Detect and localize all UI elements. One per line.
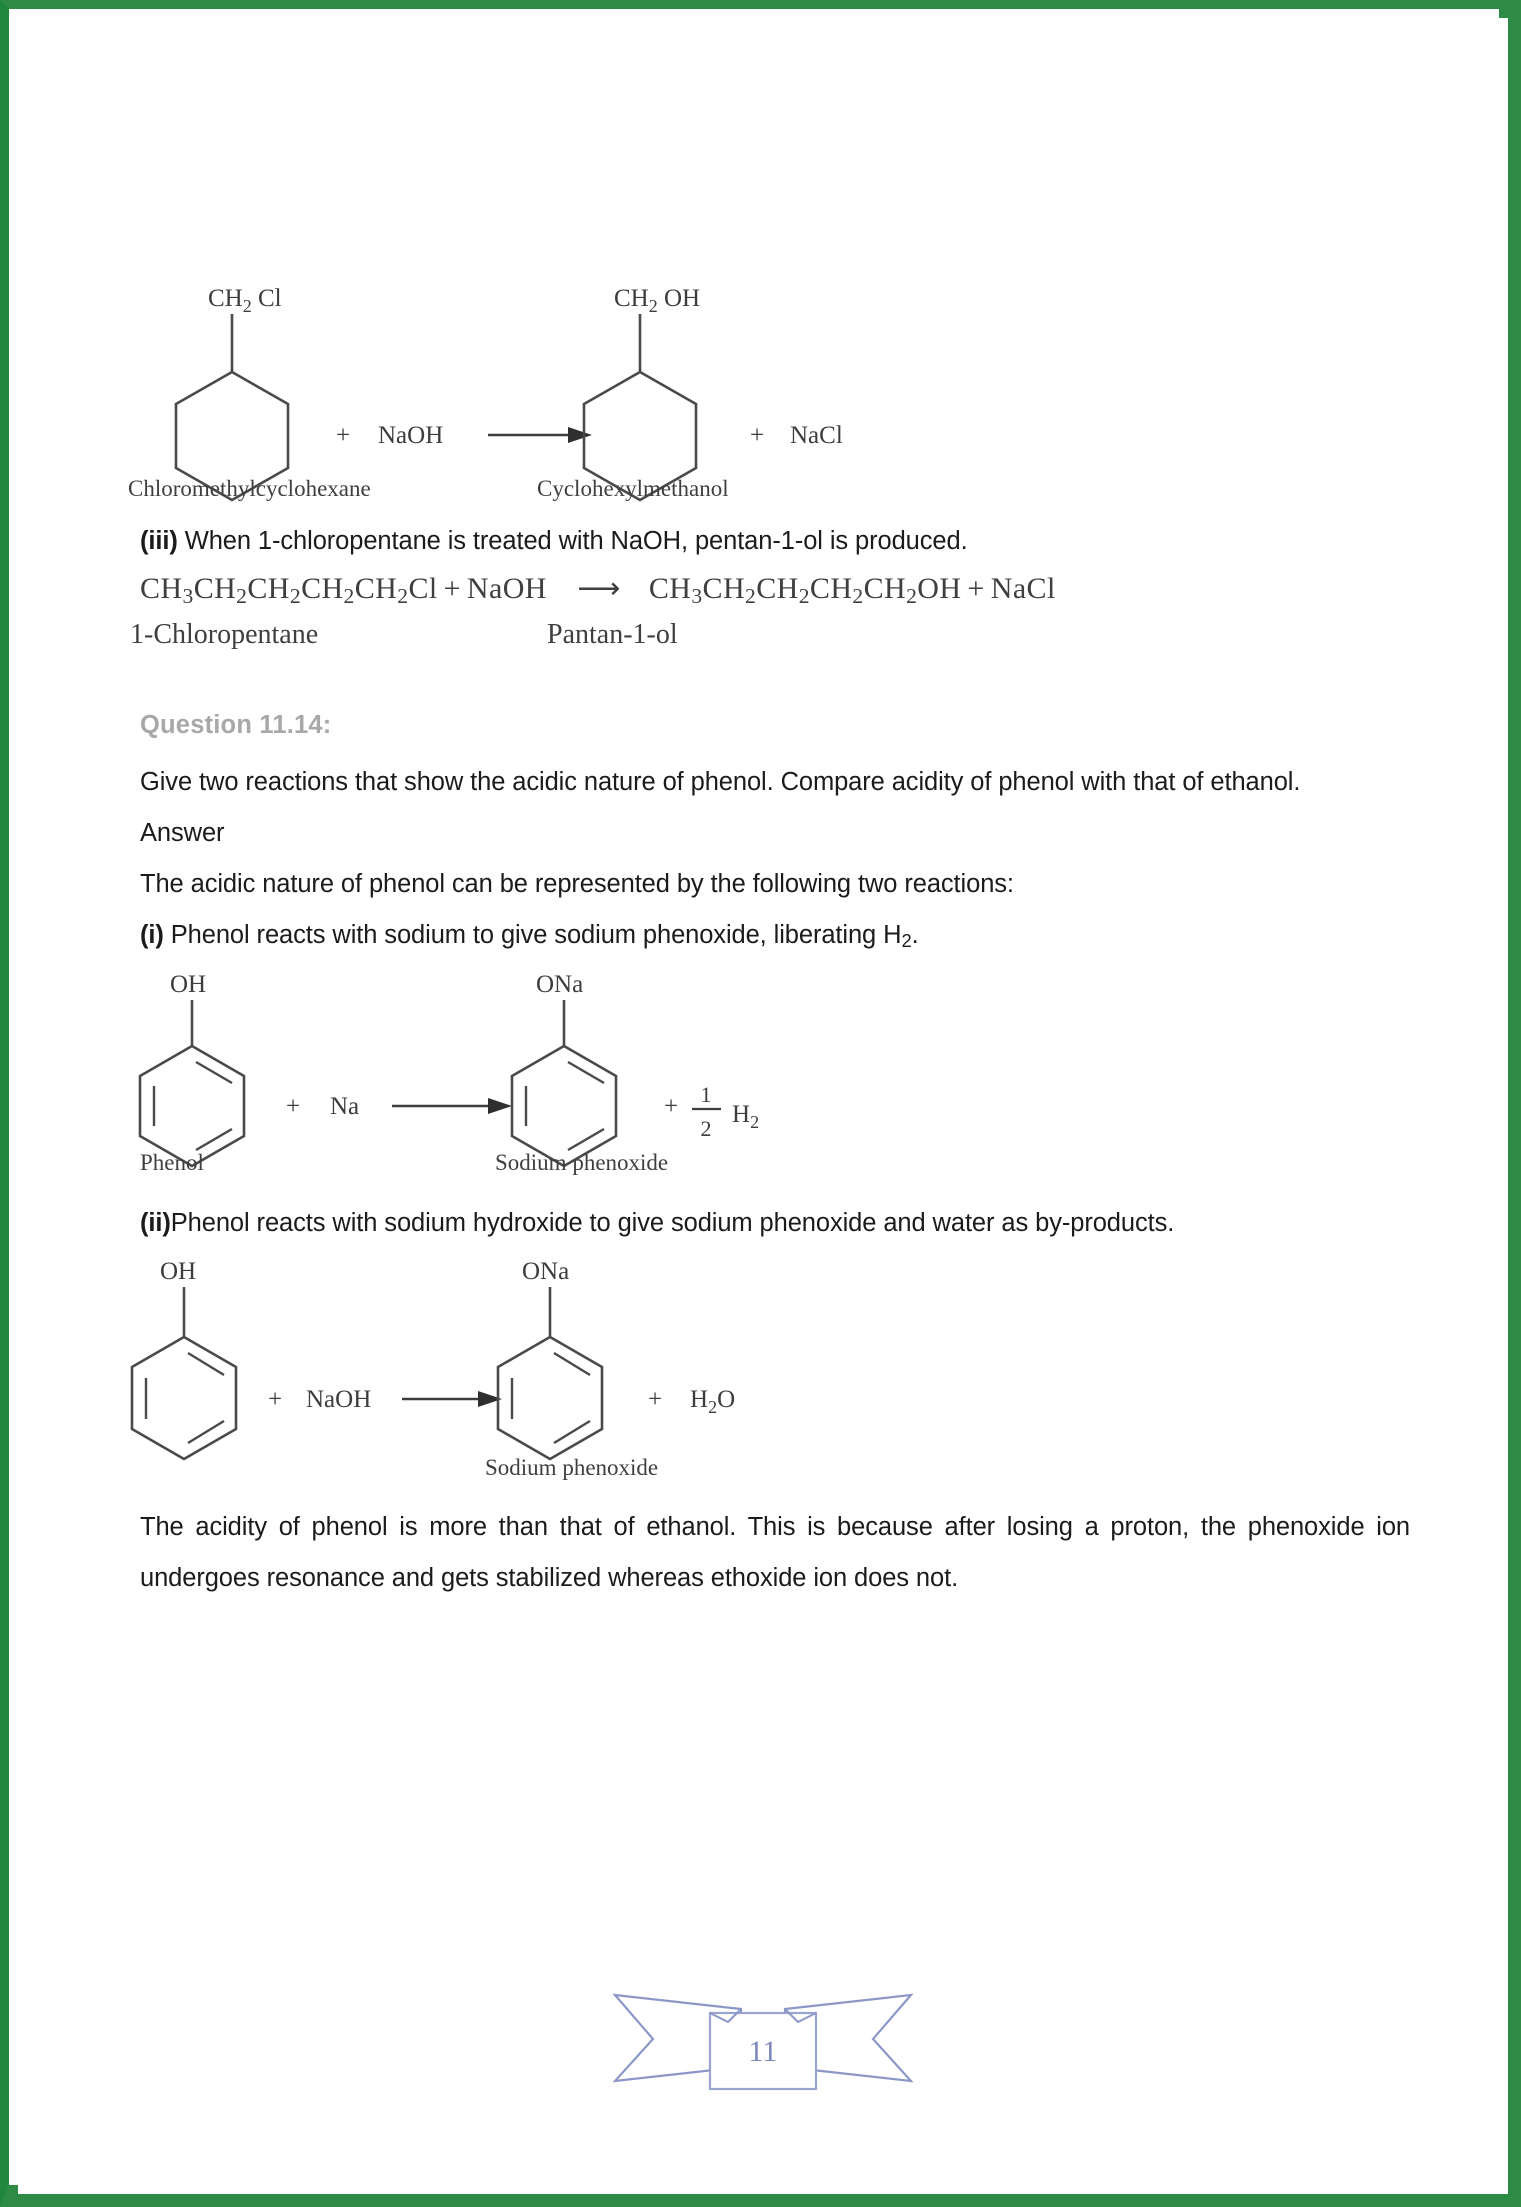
- item-i-paragraph: [140, 910, 1410, 966]
- item-i-subscript: 2: [901, 930, 912, 952]
- item-iii-paragraph: [140, 516, 1410, 567]
- scheme2-reaction-arrow: [392, 1098, 512, 1114]
- scheme2-product-substituent: ONa: [536, 971, 584, 999]
- scheme3-plus-sign: +: [268, 1386, 283, 1414]
- conclusion-paragraph: The acidity of phenol is more than that of ethanol. This is because after losing a proton, the phenoxide ion undergoes resonance and gets stabilized whereas ethoxide ion does not.: [140, 1513, 1410, 1593]
- scheme3-reaction-arrow: [402, 1391, 502, 1407]
- equation-product: $CH_3CH_2CH_2CH_2CH_2OH$: [648, 572, 962, 608]
- scheme2-reagent-na: Na: [330, 1093, 360, 1121]
- equation-line: [140, 571, 1410, 609]
- scheme2-reactant-double-bonds: [154, 1062, 232, 1150]
- scheme2-byproduct-fraction: [692, 1082, 721, 1141]
- reaction-scheme-phenol-naoh: [140, 1257, 1410, 1481]
- scheme3-reagent-naoh: NaOH: [306, 1386, 372, 1414]
- equation-chloropentane-to-pentanol: [130, 571, 1410, 681]
- scheme2-product-label: Sodium phenoxide: [495, 1150, 669, 1176]
- scheme1-plus-sign: +: [336, 422, 351, 449]
- item-iii-text: When 1-chloropentane is treated with NaOH, pentan-1-ol is produced.: [177, 527, 968, 555]
- scheme3-product-ring: [498, 1337, 602, 1459]
- equation-arrow-icon: ⟶: [577, 572, 619, 605]
- document-content: [128, 18, 1410, 1604]
- scheme2-product-ring: [512, 1046, 616, 1166]
- scheme1-reaction-arrow: [488, 427, 592, 443]
- scheme1-byproduct-plus: +: [750, 422, 765, 449]
- scheme3-product-label: Sodium phenoxide: [485, 1455, 659, 1481]
- page-number-text: 11: [748, 2035, 778, 2068]
- page-number-ribbon: [18, 1973, 1508, 2093]
- scheme3-reactant-substituent: OH: [160, 1258, 197, 1286]
- equation-reagent: NaOH: [466, 572, 547, 605]
- scheme3-product-double-bonds: [512, 1353, 590, 1443]
- equation-plus-1: +: [443, 572, 461, 605]
- scheme3-reactant-ring: [132, 1337, 236, 1459]
- question-body: Give two reactions that show the acidic nature of phenol. Compare acidity of phenol with that of ethanol.: [140, 768, 1301, 796]
- scheme3-reactant-double-bonds: [146, 1353, 224, 1443]
- reaction-scheme-phenol-sodium: [140, 970, 1410, 1176]
- scheme2-reactant-ring: [140, 1046, 244, 1166]
- equation-reactant-label: 1-Chloropentane: [130, 619, 319, 650]
- item-ii-text: Phenol reacts with sodium hydroxide to give sodium phenoxide and water as by-products.: [170, 1209, 1175, 1238]
- equation-product-label: Pantan-1-ol: [547, 619, 678, 650]
- item-iii-marker: (iii): [140, 527, 178, 555]
- scheme2-reactant-label: Phenol: [140, 1150, 204, 1176]
- scheme2-fraction-denominator: 2: [700, 1116, 712, 1142]
- scheme1-byproduct-nacl: NaCl: [790, 422, 843, 449]
- item-i-text: Phenol reacts with sodium to give sodium phenoxide, liberating H: [163, 921, 902, 949]
- equation-plus-2: +: [967, 572, 985, 605]
- scheme1-product-label: Cyclohexylmethanol: [537, 476, 729, 501]
- scheme1-reactant-substituent: $CH_2$ Cl: [208, 285, 282, 316]
- scheme2-byproduct-h2: $H_2$: [732, 1101, 760, 1133]
- item-i-period: .: [911, 921, 919, 949]
- question-heading: Question 11.14:: [140, 711, 332, 739]
- scheme1-product-substituent: $CH_2$ OH: [614, 285, 701, 316]
- equation-byproduct: NaCl: [990, 572, 1056, 605]
- scheme2-byproduct-plus: +: [664, 1093, 679, 1121]
- scheme1-reagent-naoh: NaOH: [378, 422, 444, 449]
- scheme1-reactant-label: Chloromethylcyclohexane: [128, 476, 371, 501]
- answer-intro: The acidic nature of phenol can be represented by the following two reactions:: [140, 870, 1014, 898]
- item-ii-paragraph: [140, 1198, 1398, 1249]
- reaction-scheme-chloromethylcyclohexane: [128, 280, 1410, 501]
- page-canvas: [18, 18, 1508, 2194]
- scheme2-reactant-substituent: OH: [170, 971, 207, 999]
- scheme3-product-substituent: ONa: [522, 1258, 570, 1286]
- scheme2-plus-sign: +: [286, 1093, 301, 1121]
- item-i-marker: (i): [140, 921, 164, 949]
- scheme2-product-double-bonds: [526, 1062, 604, 1150]
- scheme2-fraction-numerator: 1: [700, 1082, 712, 1108]
- answer-heading: Answer: [140, 819, 225, 847]
- item-ii-marker: (ii): [140, 1209, 171, 1238]
- equation-reactant: $CH_3CH_2CH_2CH_2CH_2Cl$: [140, 572, 438, 608]
- scheme3-byproduct-plus: +: [648, 1386, 663, 1414]
- scheme3-byproduct-water: $H_2O$: [690, 1386, 736, 1418]
